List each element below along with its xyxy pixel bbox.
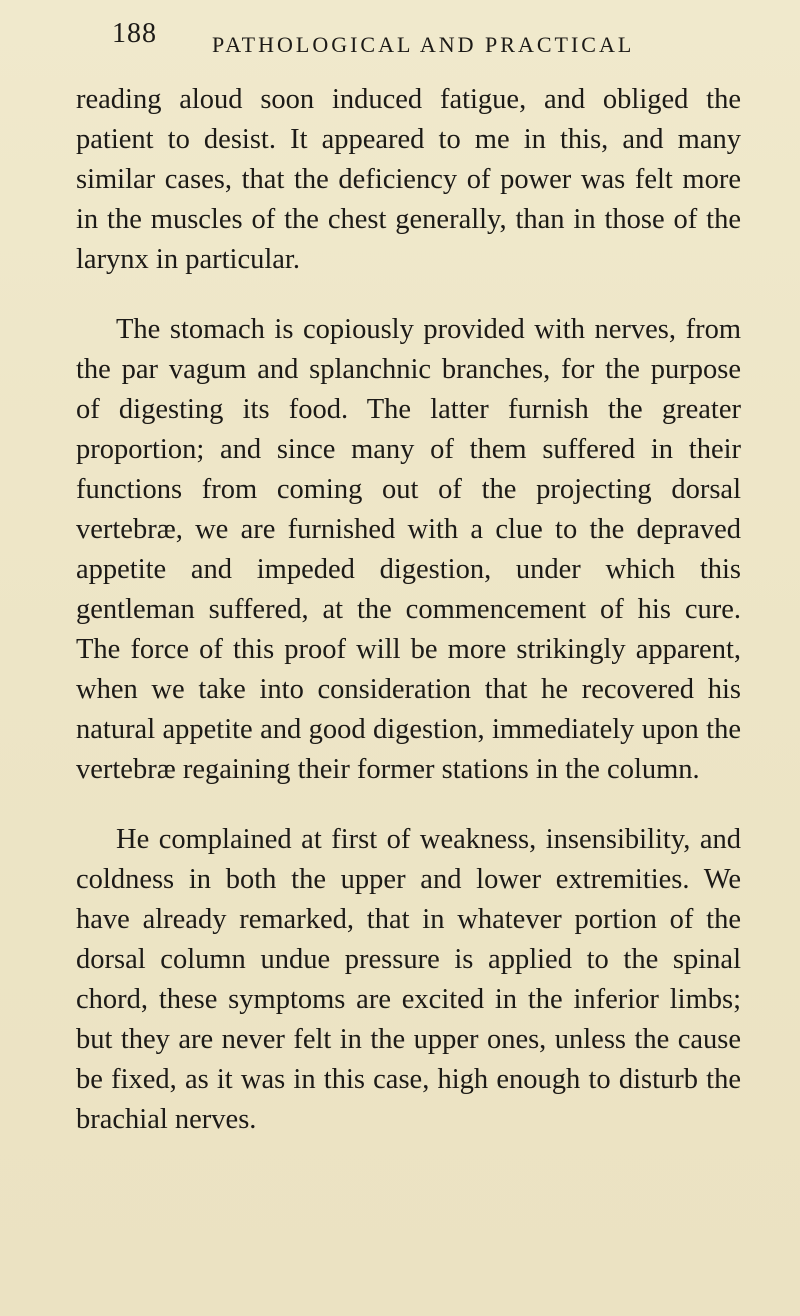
running-head: PATHOLOGICAL AND PRACTICAL — [212, 32, 635, 57]
paragraph-symptoms: He complained at first of weakness, insensibility, and coldness in both the upper and lower extremities. We have already remarked, that in whatever portion of the dorsal column undue pressure is applied to the spinal chord, these symptoms are excited in the inferior limbs; but they are never felt in the upper ones, unless the cause be fixed, as it was in this case, high enough to disturb the brachial nerves. — [76, 824, 741, 1135]
paragraph-continuation: reading aloud soon induced fatigue, and obliged the patient to desist. It appeared to me in this, and many similar cases, that the deficiency of power was felt more in the muscles of the chest generally, than in those of the larynx in particular. — [76, 84, 741, 275]
page-header — [112, 18, 760, 58]
page-number: 188 — [112, 18, 157, 49]
body-text — [76, 80, 741, 1170]
paragraph-stomach: The stomach is copiously provided with nerves, from the par vagum and splanchnic branches, for the purpose of digesting its food. The latter furnish the greater proportion; and since many of them suffered in their functions from coming out of the projecting dorsal vertebræ, we are furnished with a clue to the depraved appetite and impeded digestion, under which this gentleman suffered, at the commencement of his cure. The force of this proof will be more strikingly apparent, when we take into consideration that he recovered his natural appetite and good digestion, immediately upon the vertebræ regaining their former stations in the column. — [76, 314, 741, 785]
